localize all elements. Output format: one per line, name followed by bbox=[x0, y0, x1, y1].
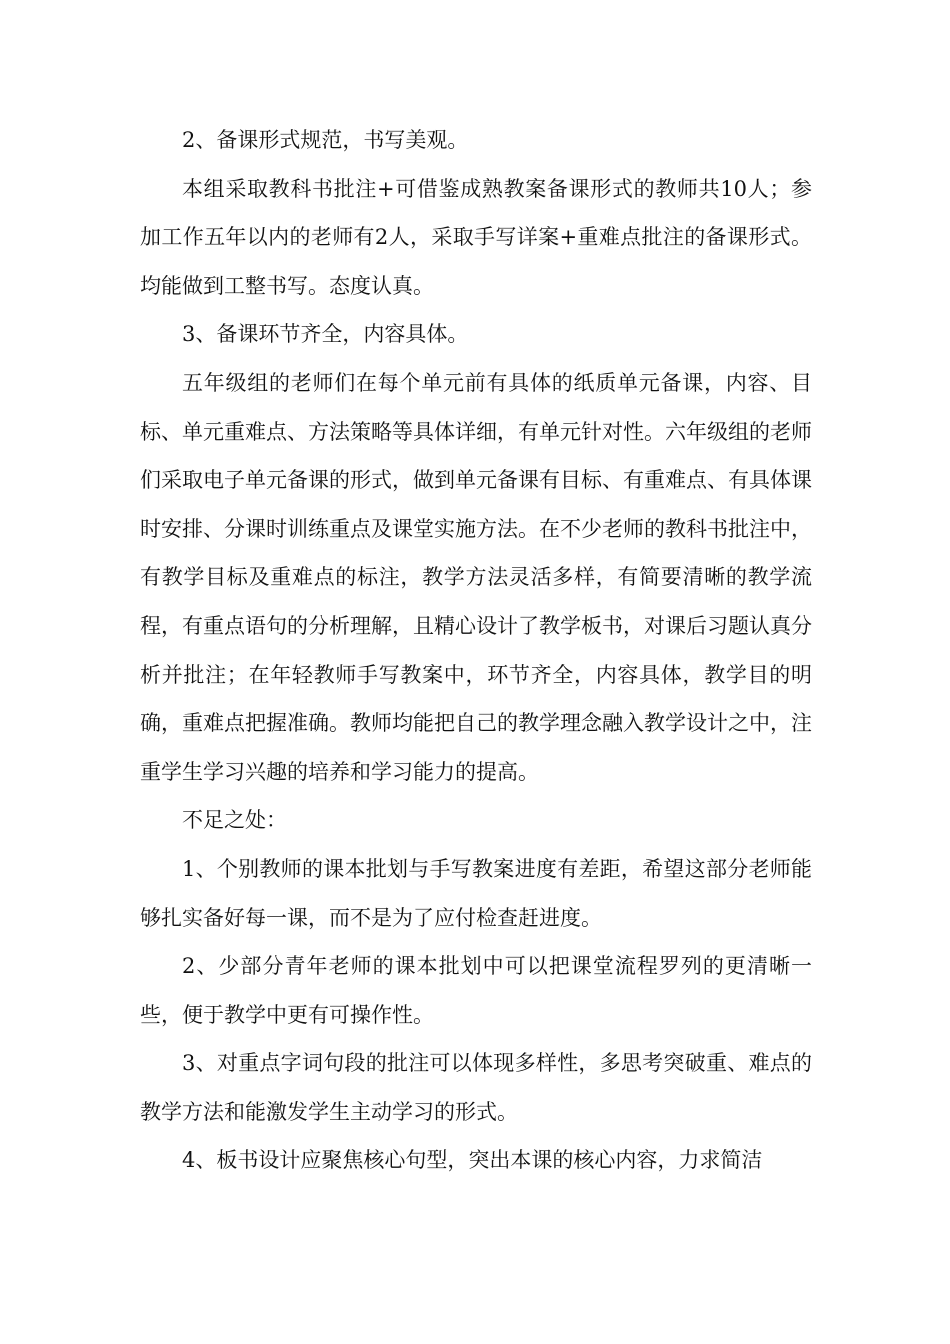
paragraph-preparation-steps-heading: 3、备课环节齐全，内容具体。 bbox=[182, 322, 469, 347]
paragraph-shortcoming-2: 2、少部分青年老师的课本批划中可以把课堂流程罗列的更清晰一些，便于教学中更有可操作性。 bbox=[140, 954, 812, 1027]
paragraph-shortcoming-4: 4、板书设计应聚焦核心句型，突出本课的核心内容，力求简洁 bbox=[182, 1148, 763, 1173]
paragraph-shortcomings-heading: 不足之处： bbox=[182, 808, 287, 833]
document-body bbox=[140, 116, 812, 1185]
paragraph-shortcoming-3: 3、对重点字词句段的批注可以体现多样性，多思考突破重、难点的教学方法和能激发学生主动学习的形式。 bbox=[140, 1051, 812, 1124]
paragraph-shortcoming-1: 1、个别教师的课本批划与手写教案进度有差距，希望这部分老师能够扎实备好每一课，而不是为了应付检查赶进度。 bbox=[140, 856, 812, 930]
paragraph-preparation-steps-detail: 五年级组的老师们在每个单元前有具体的纸质单元备课，内容、目标、单元重难点、方法策略等具体详细，有单元针对性。六年级组的老师们采取电子单元备课的形式，做到单元备课有目标、有重难点、有具体课时安排、分课时训练重点及课堂实施方法。在不少老师的教科书批注中，有教学目标及重难点的标注，教学方法灵活多样，有简要清晰的教学流程，有重点语句的分析理解，且精心设计了教学板书，对课后习题认真分析并批注；在年轻教师手写教案中，环节齐全，内容具体，教学目的明确，重难点把握准确。教师均能把自己的教学理念融入教学设计之中，注重学生学习兴趣的培养和学习能力的提高。 bbox=[140, 370, 812, 784]
paragraph-preparation-format-detail: 本组采取教科书批注+可借鉴成熟教案备课形式的教师共10人；参加工作五年以内的老师有2人，采取手写详案+重难点批注的备课形式。均能做到工整书写。态度认真。 bbox=[140, 176, 812, 298]
paragraph-preparation-format-heading: 2、备课形式规范，书写美观。 bbox=[182, 128, 469, 152]
